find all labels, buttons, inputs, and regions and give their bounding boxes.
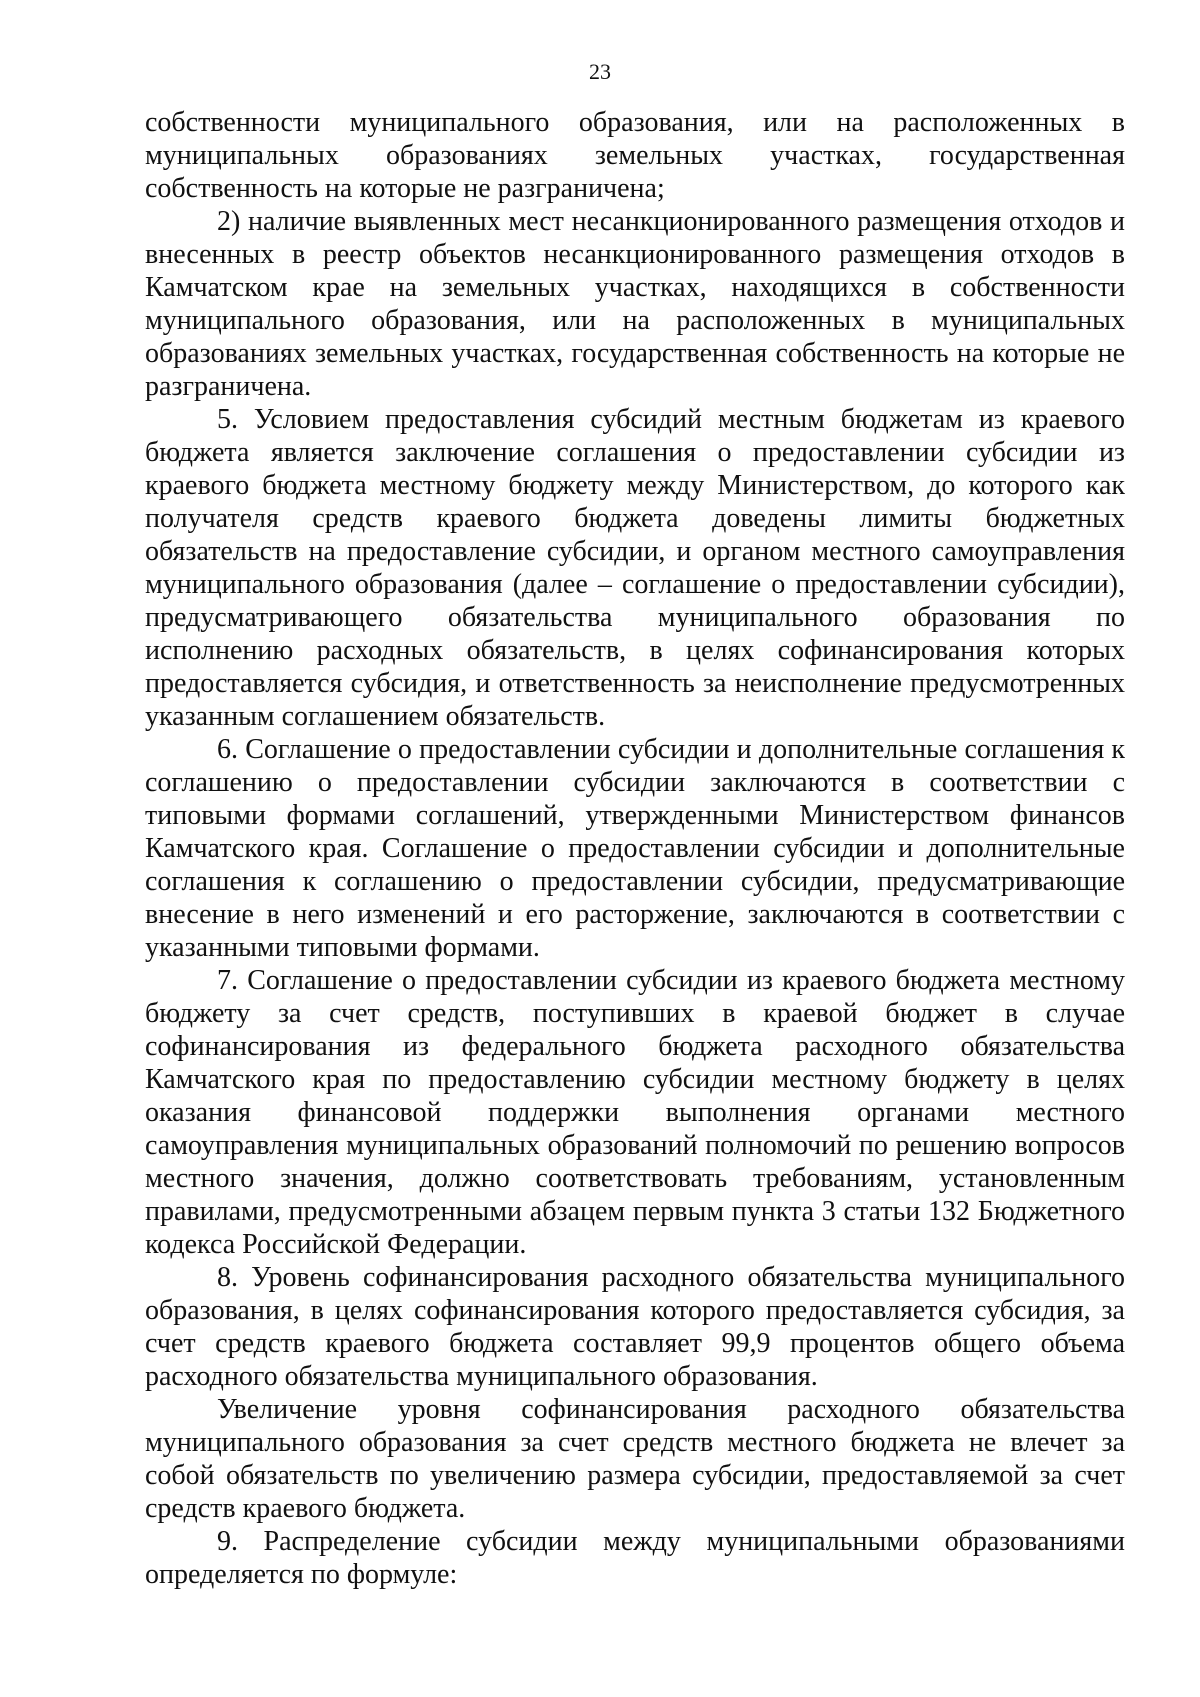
paragraph-item-2: 2) наличие выявленных мест несанкционированного размещения отходов и внесенных в реестр объектов несанкционированного размещения отходов в Камчатском крае на земельных участках, находящихся в собственности муниципального образования, или на расположенных в муниципальных образованиях земельных участках, государственная собственность на которые не разграничена. xyxy=(145,206,1125,402)
paragraph-clause-7: 7. Соглашение о предоставлении субсидии из краевого бюджета местному бюджету за счет средств, поступивших в краевой бюджет в случае софинансирования из федерального бюджета расходного обязательства Камчатского края по предоставлению субсидии местному бюджету в целях оказания финансовой поддержки выполнения органами местного самоуправления муниципальных образований полномочий по решению вопросов местного значения, должно соответствовать требованиям, установленным правилами, предусмотренными абзацем первым пункта 3 статьи 132 Бюджетного кодекса Российской Федерации. xyxy=(145,965,1125,1260)
document-body xyxy=(145,106,1125,1591)
paragraph-clause-8: 8. Уровень софинансирования расходного обязательства муниципального образования, в целях софинансирования которого предоставляется субсидия, за счет средств краевого бюджета составляет 99,9 процентов общего объема расходного обязательства муниципального образования. xyxy=(145,1262,1125,1392)
paragraph-clause-5: 5. Условием предоставления субсидий местным бюджетам из краевого бюджета является заключение соглашения о предоставлении субсидии из краевого бюджета местному бюджету между Министерством, до которого как получателя средств краевого бюджета доведены лимиты бюджетных обязательств на предоставление субсидии, и органом местного самоуправления муниципального образования (далее – соглашение о предоставлении субсидии), предусматривающего обязательства муниципального образования по исполнению расходных обязательств, в целях софинансирования которых предоставляется субсидия, и ответственность за неисполнение предусмотренных указанным соглашением обязательств. xyxy=(145,404,1125,732)
paragraph-clause-6: 6. Соглашение о предоставлении субсидии и дополнительные соглашения к соглашению о предоставлении субсидии заключаются в соответствии с типовыми формами соглашений, утвержденными Министерством финансов Камчатского края. Соглашение о предоставлении субсидии и дополнительные соглашения к соглашению о предоставлении субсидии, предусматривающие внесение в него изменений и его расторжение, заключаются в соответствии с указанными типовыми формами. xyxy=(145,734,1125,963)
page-number: 23 xyxy=(589,59,611,84)
paragraph-clause-9: 9. Распределение субсидии между муниципальными образованиями определяется по формуле: xyxy=(145,1526,1125,1590)
paragraph-continuation: собственности муниципального образования, или на расположенных в муниципальных образованиях земельных участках, государственная собственность на которые не разграничена; xyxy=(145,107,1125,204)
paragraph-cofinancing-increase: Увеличение уровня софинансирования расходного обязательства муниципального образования за счет средств местного бюджета не влечет за собой обязательств по увеличению размера субсидии, предоставляемой за счет средств краевого бюджета. xyxy=(145,1394,1125,1524)
